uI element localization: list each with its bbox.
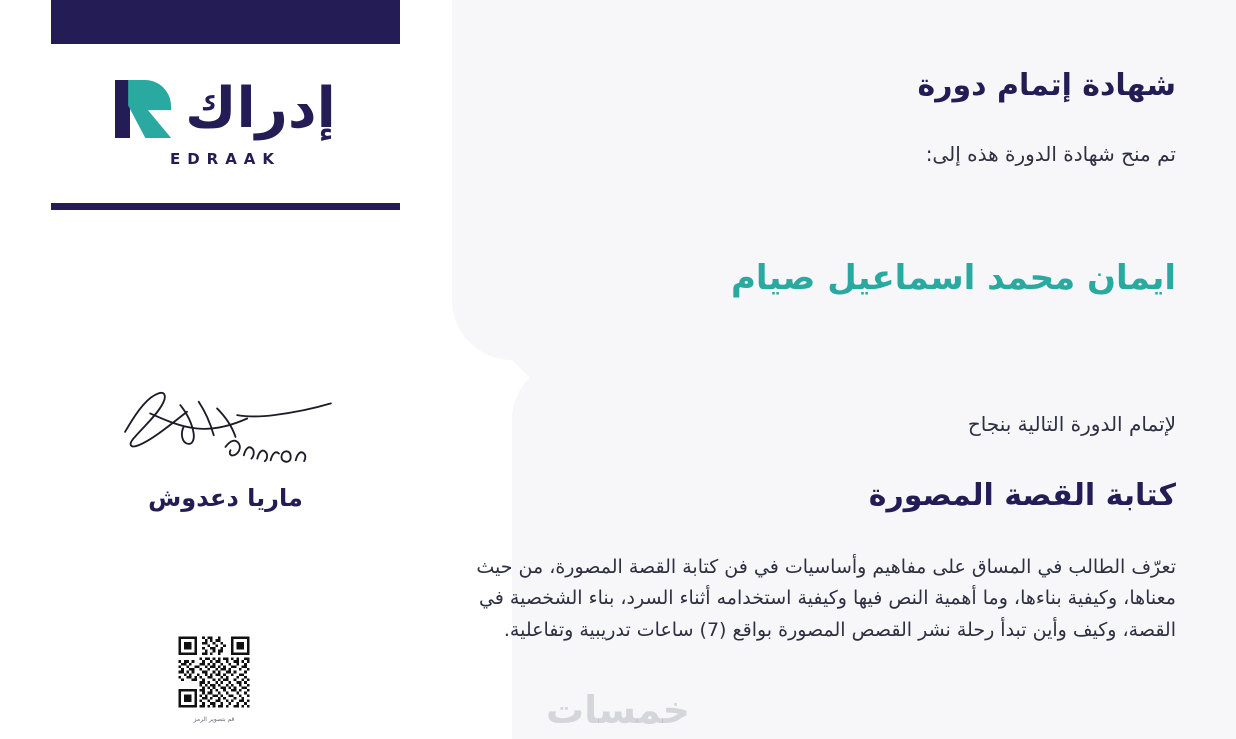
- signature-block: [51, 380, 400, 512]
- certificate-left-panel: [0, 0, 452, 739]
- logo-latin-name: EDRAAK: [169, 150, 282, 168]
- recipient-name: ايمان محمد اسماعيل صيام: [730, 258, 1176, 298]
- qr-block: [176, 634, 252, 723]
- signature-icon: [100, 380, 351, 472]
- certificate-text-content: [476, 0, 1176, 739]
- signer-name: ماريا دعدوش: [148, 484, 303, 512]
- completion-label: لإتمام الدورة التالية بنجاح: [967, 412, 1176, 436]
- qr-code-icon[interactable]: [176, 634, 252, 710]
- certificate-title: شهادة إتمام دورة: [917, 68, 1176, 103]
- watermark: خمسات: [546, 688, 690, 732]
- granted-to-label: تم منح شهادة الدورة هذه إلى:: [925, 142, 1176, 166]
- qr-caption: قم بتصوير الرمز: [193, 716, 235, 723]
- edraak-mark-icon: [115, 80, 171, 138]
- logo-row: [115, 76, 336, 141]
- course-title: كتابة القصة المصورة: [868, 478, 1176, 513]
- certificate-right-panel: [452, 0, 1236, 739]
- logo-wordmark: إدراك: [185, 76, 336, 141]
- course-description: تعرّف الطالب في المساق على مفاهيم وأساسيات في فن كتابة القصة المصورة، من حيث معناها، وكيفية بناءها، وما أهمية النص فيها وكيفية استخدامه أثناء السرد، بناء الشخصية في القصة، وكيف وأين تبدأ رحلة نشر القصص المصورة بواقع (7) ساعات تدريبية وتفاعلية.: [476, 556, 1176, 641]
- edraak-logo: [51, 44, 400, 204]
- brand-band: [51, 0, 400, 44]
- logo-divider: [51, 203, 400, 210]
